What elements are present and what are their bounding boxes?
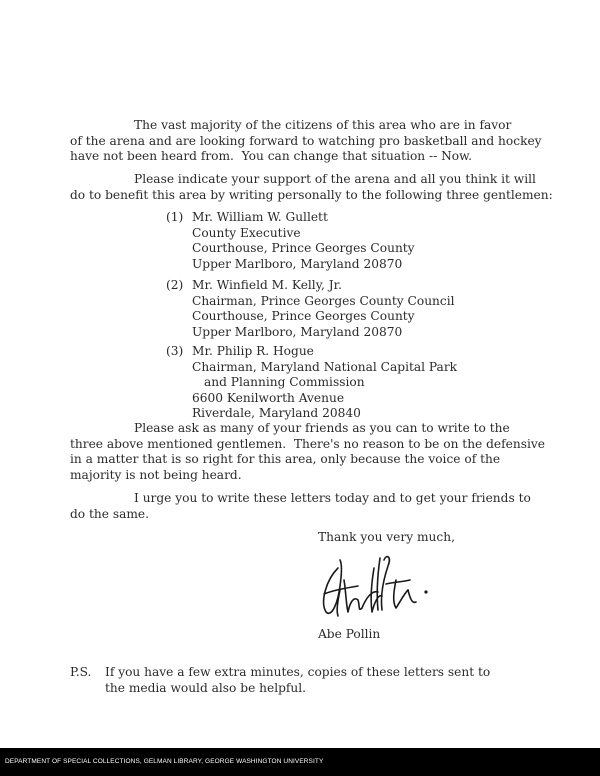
address-number: (2)	[166, 278, 184, 292]
address-line: Courthouse, Prince Georges County	[192, 241, 415, 256]
address-line: Riverdale, Maryland 20840	[192, 406, 361, 421]
address-line: Chairman, Prince Georges County Council	[192, 293, 455, 308]
archive-footer	[0, 748, 600, 776]
postscript-text	[105, 665, 535, 696]
paragraph-2-line: Please indicate your support of the arena and all you think it will	[134, 172, 536, 186]
paragraph-3-line: majority is not being heard.	[70, 467, 242, 482]
paragraph-3	[70, 421, 545, 483]
address-line: and Planning Commission	[204, 375, 365, 390]
paragraph-3-line: Please ask as many of your friends as you can to write to the	[134, 421, 510, 435]
paragraph-2-line: do to benefit this area by writing personally to the following three gentlemen:	[70, 187, 553, 202]
address-line: Mr. William W. Gullett	[192, 210, 328, 224]
paragraph-1-line: The vast majority of the citizens of this area who are in favor	[134, 118, 512, 132]
signer-name: Abe Pollin	[318, 627, 381, 641]
postscript-line: If you have a few extra minutes, copies of these letters sent to	[105, 665, 491, 679]
paragraph-4-line: I urge you to write these letters today and to get your friends to	[134, 491, 531, 505]
paragraph-3-line: in a matter that is so right for this area, only because the voice of the	[70, 452, 501, 467]
address-number: (3)	[166, 344, 184, 358]
paragraph-3-line: three above mentioned gentlemen. There's no reason to be on the defensive	[70, 436, 545, 451]
address-line: 6600 Kenilworth Avenue	[192, 390, 345, 405]
archive-footer-text: DEPARTMENT OF SPECIAL COLLECTIONS, GELMAN LIBRARY, GEORGE WASHINGTON UNIVERSITY	[5, 758, 324, 765]
paragraph-1-line: of the arena and are looking forward to watching pro basketball and hockey	[70, 133, 542, 148]
paragraph-1	[70, 118, 542, 165]
address-line: Upper Marlboro, Maryland 20870	[192, 256, 403, 271]
paragraph-1-line: have not been heard from. You can change that situation -- Now.	[70, 149, 472, 164]
address-line: Upper Marlboro, Maryland 20870	[192, 324, 403, 339]
paragraph-4	[70, 491, 535, 522]
address-number: (1)	[166, 210, 184, 224]
address-line: County Executive	[192, 225, 301, 240]
address-line: Courthouse, Prince Georges County	[192, 309, 415, 324]
address-line: Mr. Philip R. Hogue	[192, 344, 314, 358]
handwritten-signature	[316, 550, 438, 620]
closing-line: Thank you very much,	[318, 530, 455, 544]
address-line: Chairman, Maryland National Capital Park	[192, 359, 458, 374]
paragraph-2	[70, 172, 553, 203]
postscript-line: the media would also be helpful.	[105, 680, 307, 695]
paragraph-4-line: do the same.	[70, 506, 150, 521]
address-line: Mr. Winfield M. Kelly, Jr.	[192, 278, 342, 292]
postscript-label: P.S.	[70, 665, 92, 679]
